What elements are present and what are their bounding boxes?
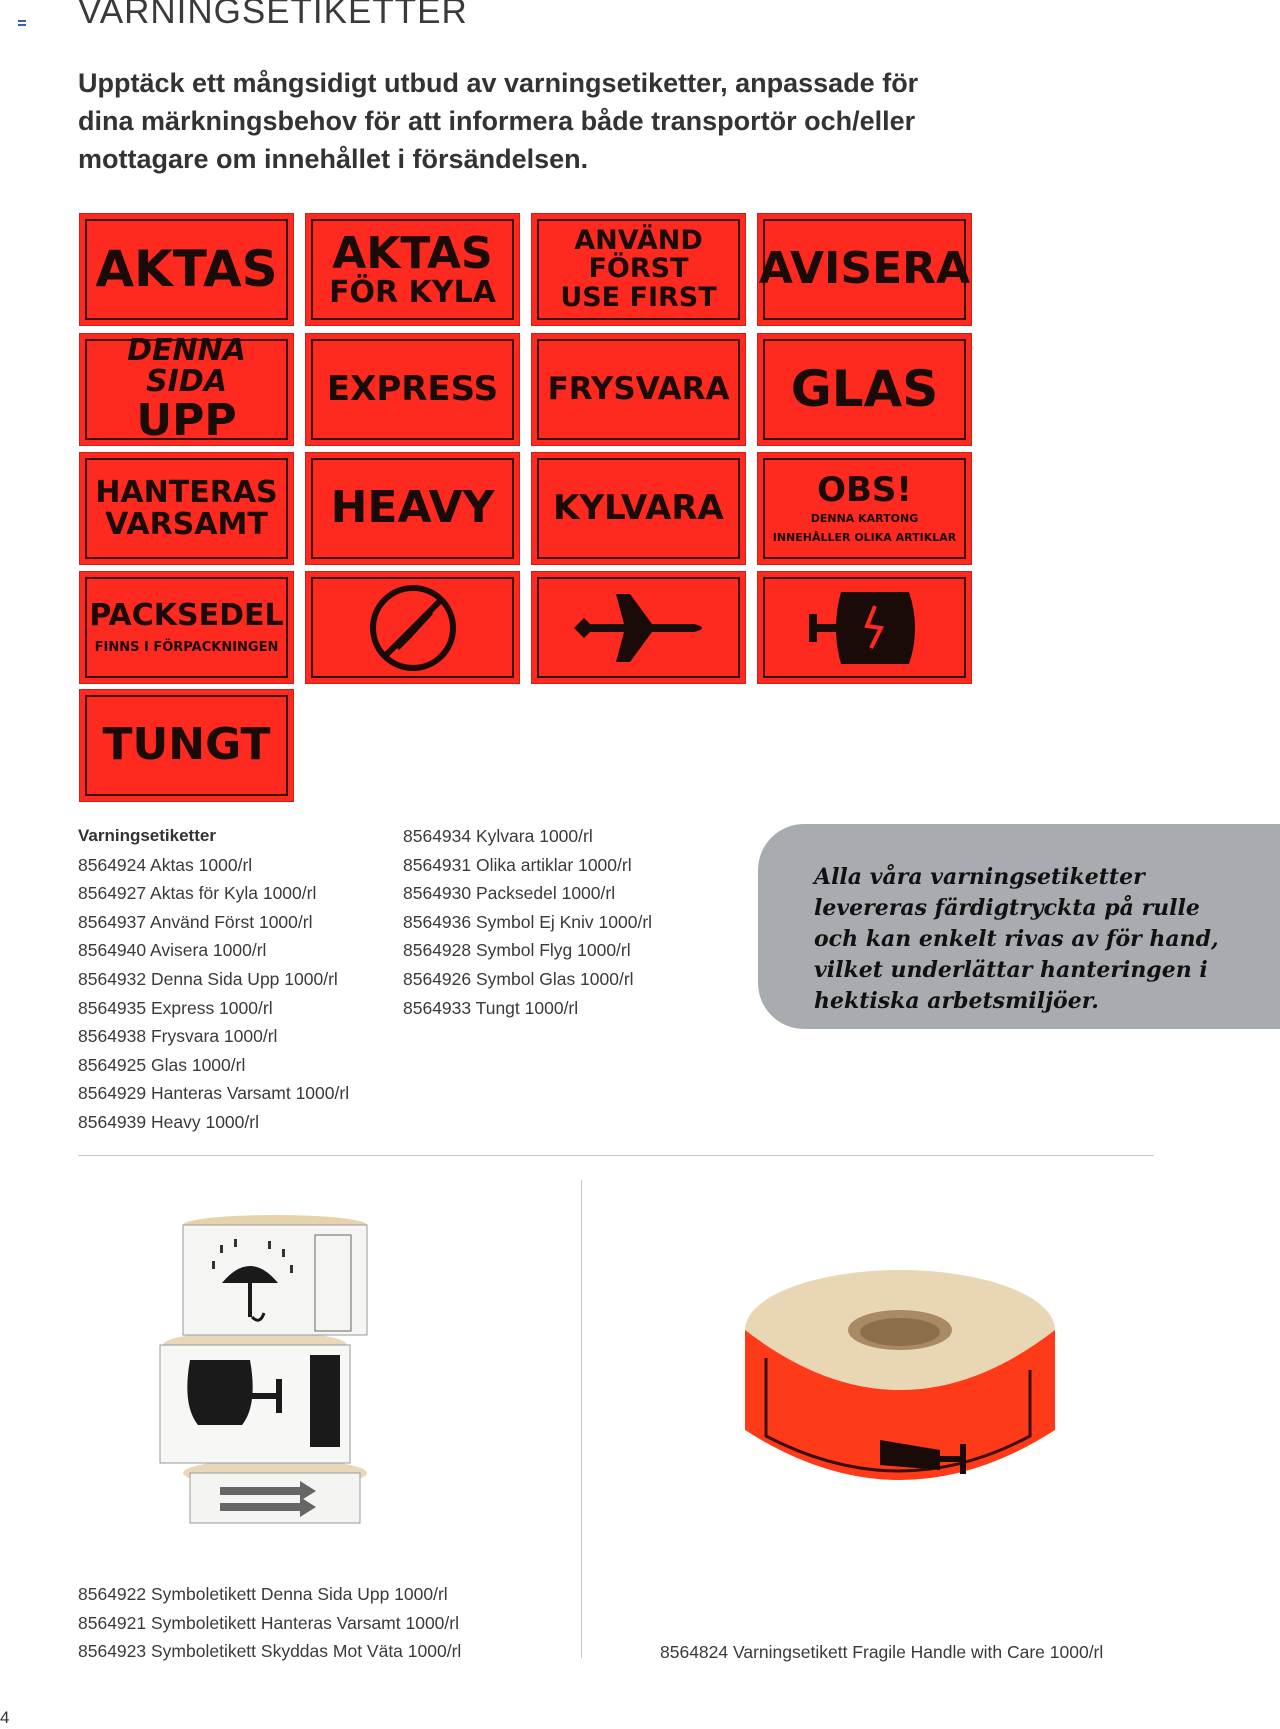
list-item: 8564929 Hanteras Varsamt 1000/rl <box>78 1083 350 1104</box>
list-item: 8564927 Aktas för Kyla 1000/rl <box>78 883 317 904</box>
label-text: HANTERAS <box>95 475 278 510</box>
label-denna-sida-upp <box>80 334 293 445</box>
divider-vertical <box>581 1180 582 1658</box>
divider <box>78 1155 1154 1156</box>
label-subtext: USE FIRST <box>560 281 717 313</box>
label-glas <box>758 334 971 445</box>
list-item: 8564932 Denna Sida Upp 1000/rl <box>78 968 338 989</box>
label-subtext: DENNA KARTONG <box>810 511 919 525</box>
list-item: 8564937 Använd Först 1000/rl <box>78 911 313 932</box>
list-item: 8564930 Packsedel 1000/rl <box>403 883 616 904</box>
list-item: 8564923 Symboletikett Skyddas Mot Väta 1000/rl <box>78 1641 462 1662</box>
label-aktas <box>80 214 293 325</box>
callout-text: Alla våra varningsetiketter levereras färdigtryckta på rulle och kan enkelt rivas av för hand, vilket underlättar hanteringen i hektiska arbetsmiljöer. <box>814 864 1219 1014</box>
label-express <box>306 334 519 445</box>
label-text: ANVÄND FÖRST <box>574 224 703 285</box>
page-title: VARNINGSETIKETTER <box>78 0 468 31</box>
label-hanteras-varsamt <box>80 453 293 564</box>
label-text: EXPRESS <box>326 368 499 409</box>
article-list-heading: Varningsetiketter <box>78 826 216 845</box>
list-item: 8564938 Frysvara 1000/rl <box>78 1026 278 1047</box>
fragile-label-roll-image <box>740 1260 1060 1500</box>
symbol-label-rolls-image <box>150 1215 400 1535</box>
list-item: 8564926 Symbol Glas 1000/rl <box>403 968 634 989</box>
label-text: FRYSVARA <box>547 371 730 408</box>
list-item: 8564939 Heavy 1000/rl <box>78 1111 259 1132</box>
warning-labels-grid <box>78 212 972 800</box>
label-text: PACKSEDEL <box>89 597 284 633</box>
label-text: AKTAS <box>332 227 493 279</box>
list-item: 8564924 Aktas 1000/rl <box>78 854 253 875</box>
label-text: HEAVY <box>330 482 495 534</box>
label-heavy <box>306 453 519 564</box>
fragile-glass-icon <box>805 586 925 670</box>
label-text: AKTAS <box>95 240 278 299</box>
label-packsedel <box>80 572 293 683</box>
label-text: TUNGT <box>102 719 271 771</box>
label-symbol-ej-kniv <box>306 572 519 683</box>
label-frysvara <box>532 334 745 445</box>
list-item: 8564931 Olika artiklar 1000/rl <box>403 854 632 875</box>
list-item: 8564934 Kylvara 1000/rl <box>403 826 593 846</box>
label-symbol-glas <box>758 572 971 683</box>
label-symbol-flyg <box>532 572 745 683</box>
list-item: 8564935 Express 1000/rl <box>78 997 273 1018</box>
label-obs <box>758 453 971 564</box>
label-subtext: FINNS I FÖRPACKNINGEN <box>94 640 279 656</box>
label-kylvara <box>532 453 745 564</box>
label-text: OBS! <box>817 470 912 511</box>
no-knife-icon <box>367 582 459 674</box>
page-number: 4 <box>0 1708 10 1727</box>
label-tungt <box>80 690 293 801</box>
product-list-left <box>78 1580 461 1666</box>
label-aktas-for-kyla <box>306 214 519 325</box>
article-list-col1 <box>78 822 349 1137</box>
label-anvand-forst <box>532 214 745 325</box>
list-item: 8564921 Symboletikett Hanteras Varsamt 1000/rl <box>78 1612 459 1633</box>
label-text: GLAS <box>790 360 939 419</box>
list-item: 8564925 Glas 1000/rl <box>78 1054 246 1075</box>
list-item: 8564940 Avisera 1000/rl <box>78 940 267 961</box>
info-callout <box>758 824 1280 1029</box>
airplane-icon <box>564 588 714 668</box>
list-item: 8564928 Symbol Flyg 1000/rl <box>403 940 631 961</box>
article-list <box>78 851 349 1137</box>
label-text: DENNA SIDA <box>127 332 246 400</box>
article-list-col2 <box>403 822 652 1022</box>
label-subtext: VARSAMT <box>105 506 268 542</box>
list-item: 8564922 Symboletikett Denna Sida Upp 1000/rl <box>78 1584 448 1604</box>
label-text: AVISERA <box>758 243 971 295</box>
label-subtext: FÖR KYLA <box>329 274 496 310</box>
list-item: 8564933 Tungt 1000/rl <box>403 997 579 1018</box>
label-avisera <box>758 214 971 325</box>
product-right: 8564824 Varningsetikett Fragile Handle with Care 1000/rl <box>660 1642 1104 1662</box>
label-subtext: UPP <box>136 394 237 446</box>
label-text: KYLVARA <box>553 487 724 528</box>
list-item: 8564936 Symbol Ej Kniv 1000/rl <box>403 911 653 932</box>
menu-icon[interactable] <box>18 20 26 28</box>
intro-text: Upptäck ett mångsidigt utbud av varningsetiketter, anpassade för dina märkningsbehov för att informera både transportör och/eller mottagare om innehållet i försändelsen. <box>78 68 919 174</box>
label-subtext: INNEHÅLLER OLIKA ARTIKLAR <box>772 531 957 545</box>
